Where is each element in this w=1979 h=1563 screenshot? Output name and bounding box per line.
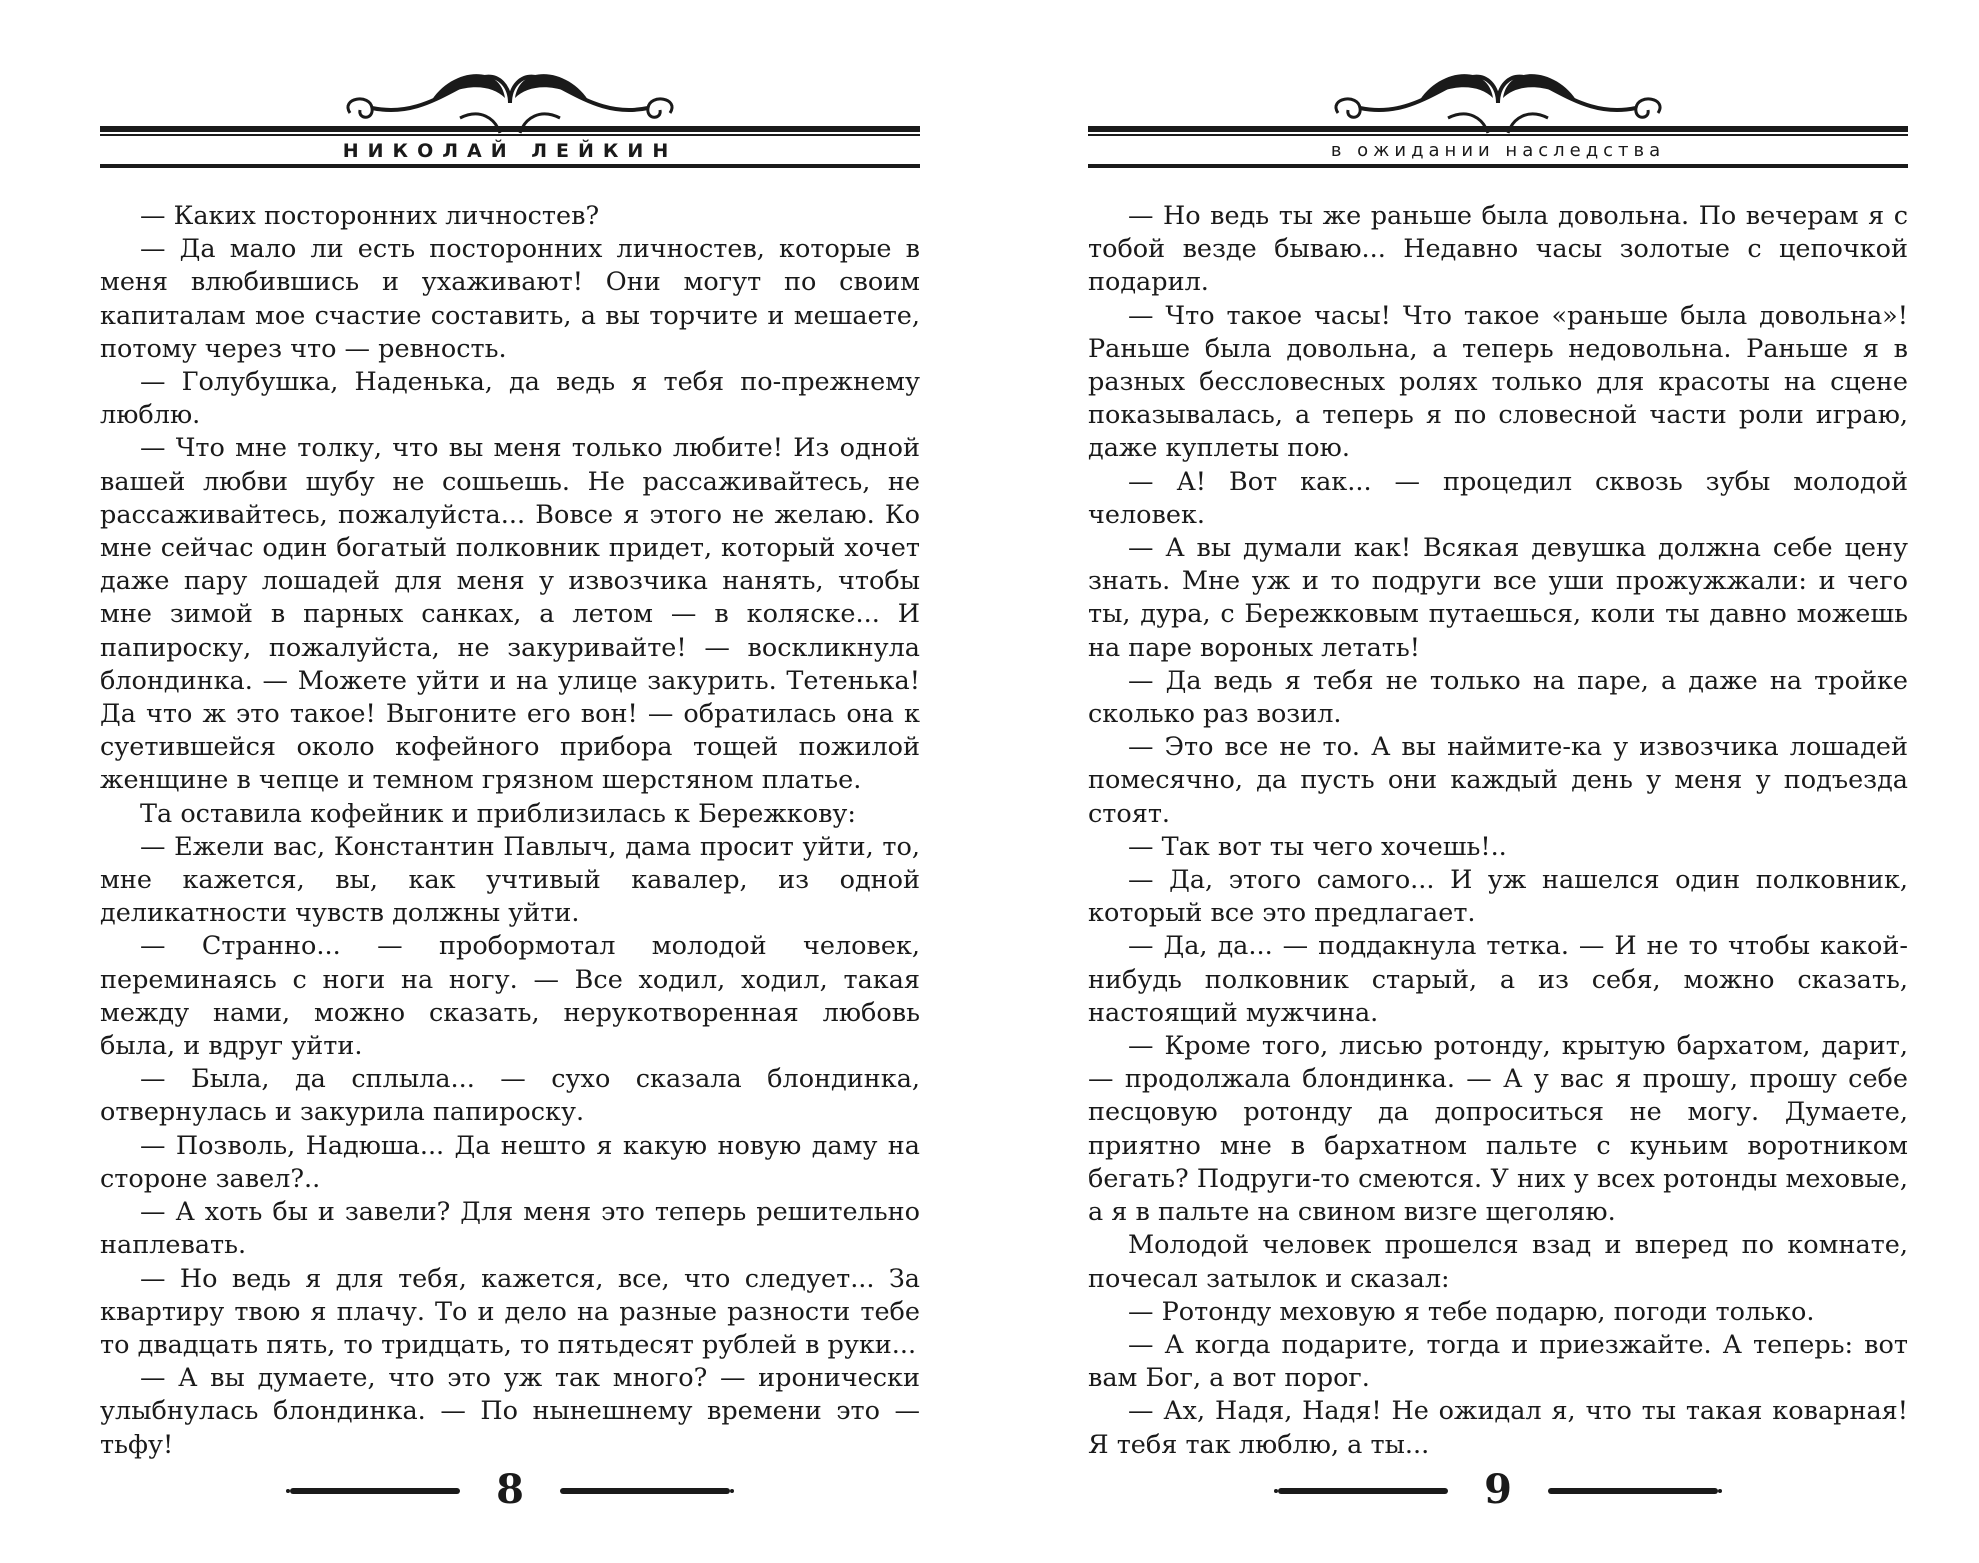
header-rule-lower	[1088, 164, 1908, 168]
page-number: 8	[496, 1466, 524, 1513]
header-rule-thin	[1088, 134, 1908, 136]
body-text	[1088, 200, 1908, 1462]
header-rule-thin	[100, 134, 920, 136]
paragraph: — Да мало ли есть посторонних личностев, которые в меня влюбившись и ухаживают! Они могут по своим капиталам мое счастие составить, а вы торчите и мешаете, потому через что — ревность.	[100, 234, 920, 364]
paragraph: — Была, да сплыла... — сухо сказала блондинка, отвернулась и закурила папироску.	[100, 1064, 920, 1128]
paragraph: — Ах, Надя, Надя! Не ожидал я, что ты такая коварная! Я тебя так люблю, а ты...	[1088, 1396, 1908, 1460]
paragraph: — Голубушка, Наденька, да ведь я тебя по-прежнему люблю.	[100, 367, 920, 431]
running-head: в ожидании наследства	[1330, 140, 1666, 161]
paragraph: — Но ведь ты же раньше была довольна. По вечерам я с тобой везде бываю... Недавно часы золотые с цепочкой подарил.	[1088, 201, 1908, 298]
footer-dot	[730, 1489, 734, 1493]
left-page	[100, 0, 920, 1563]
paragraph: Молодой человек прошелся взад и вперед по комнате, почесал затылок и сказал:	[1088, 1230, 1908, 1294]
paragraph: — А вы думаете, что это уж так много? — иронически улыбнулась блондинка. — По нынешнему времени это — тьфу!	[100, 1363, 920, 1460]
paragraph: — Но ведь я для тебя, кажется, все, что следует... За квартиру твою я плачу. То и дело на разные разности тебе то двадцать пять, то тридцать, то пятьдесят рублей в руки...	[100, 1263, 920, 1360]
page-footer	[100, 1465, 920, 1515]
paragraph: — Так вот ты чего хочешь!..	[1128, 831, 1507, 862]
paragraph: — А! Вот как... — процедил сквозь зубы молодой человек.	[1088, 466, 1908, 530]
paragraph: — А хоть бы и завели? Для меня это теперь решительно наплевать.	[100, 1197, 920, 1261]
header-rule	[1088, 126, 1908, 132]
paragraph: — Да ведь я тебя не только на паре, а даже на тройке сколько раз возил.	[1088, 665, 1908, 730]
paragraph: — А вы думали как! Всякая девушка должна себе цену знать. Мне уж и то подруги все уши прожужжали: и чего ты, дура, с Бережковым путаешься, коли ты давно можешь на паре вороных летать!	[1088, 533, 1908, 663]
paragraph: — Ежели вас, Константин Павлыч, дама просит уйти, то, мне кажется, вы, как учтивый кавалер, из одной деликатности чувств должны уйти.	[100, 831, 920, 929]
paragraph: — Каких посторонних личностев?	[140, 201, 600, 231]
running-head: НИКОЛАЙ ЛЕЙКИН	[342, 140, 678, 162]
footer-dot	[1718, 1489, 1722, 1493]
footer-rule-right	[1548, 1488, 1718, 1494]
paragraph: — Это все не то. А вы наймите-ка у извозчика лошадей помесячно, да пусть они каждый день у меня у подъезда стоят.	[1088, 732, 1908, 829]
page-footer	[1088, 1465, 1908, 1515]
page-number: 9	[1484, 1466, 1512, 1513]
header-rule	[100, 126, 920, 132]
right-page	[1088, 0, 1908, 1563]
paragraph: — Да, да... — поддакнула тетка. — И не то чтобы какой-нибудь полковник старый, а из себя, можно сказать, настоящий мужчина.	[1088, 931, 1908, 1028]
paragraph: — Позволь, Надюша... Да нешто я какую новую даму на стороне завел?..	[100, 1130, 920, 1194]
paragraph: — Что мне толку, что вы меня только любите! Из одной вашей любви шубу не сошьешь. Не рассаживайтесь, не рассаживайтесь, пожалуйста... Вовсе я этого не желаю. Ко мне сейчас один богатый полковник придет, который хочет даже пару лошадей для меня у извозчика нанять, чтобы мне зимой в парных санках, а летом — в коляске... И папироску, пожалуйста, не закуривайте! — воскликнула блондинка. — Можете уйти и на улице закурить. Тетенька! Да что ж это такое! Выгоните его вон! — обратилась она к суетившейся около кофейного прибора тощей пожилой женщине в чепце и темном грязном шерстяном платье.	[100, 433, 920, 796]
paragraph: — Кроме того, лисью ротонду, крытую бархатом, дарит, — продолжала блондинка. — А у вас я прошу, прошу себе песцовую ротонду да допроситься не могу. Думаете, приятно мне в бархатном пальте с куньим воротником бегать? Подруги-то смеются. У них у всех ротонды меховые, а я в пальте на свином визге щеголяю.	[1088, 1031, 1908, 1228]
paragraph: Та оставила кофейник и приблизилась к Бережкову:	[140, 798, 857, 829]
paragraph: — Что такое часы! Что такое «раньше была довольна»! Раньше была довольна, а теперь недовольна. Раньше я в разных бессловесных ролях только для красоты на сцене показывалась, а теперь я по словесной части роли играю, даже куплеты пою.	[1088, 300, 1908, 464]
body-text	[100, 200, 920, 1462]
paragraph: — Да, этого самого... И уж нашелся один полковник, который все это предлагает.	[1088, 865, 1908, 929]
footer-rule-right	[560, 1488, 730, 1494]
header-rule-lower	[100, 164, 920, 168]
paragraph: — Странно... — пробормотал молодой человек, переминаясь с ноги на ногу. — Все ходил, ходил, такая между нами, можно сказать, нерукотворенная любовь была, и вдруг уйти.	[100, 931, 920, 1062]
paragraph: — А когда подарите, тогда и приезжайте. А теперь: вот вам Бог, а вот порог.	[1088, 1329, 1908, 1394]
paragraph: — Ротонду меховую я тебе подарю, погоди только.	[1128, 1296, 1815, 1327]
